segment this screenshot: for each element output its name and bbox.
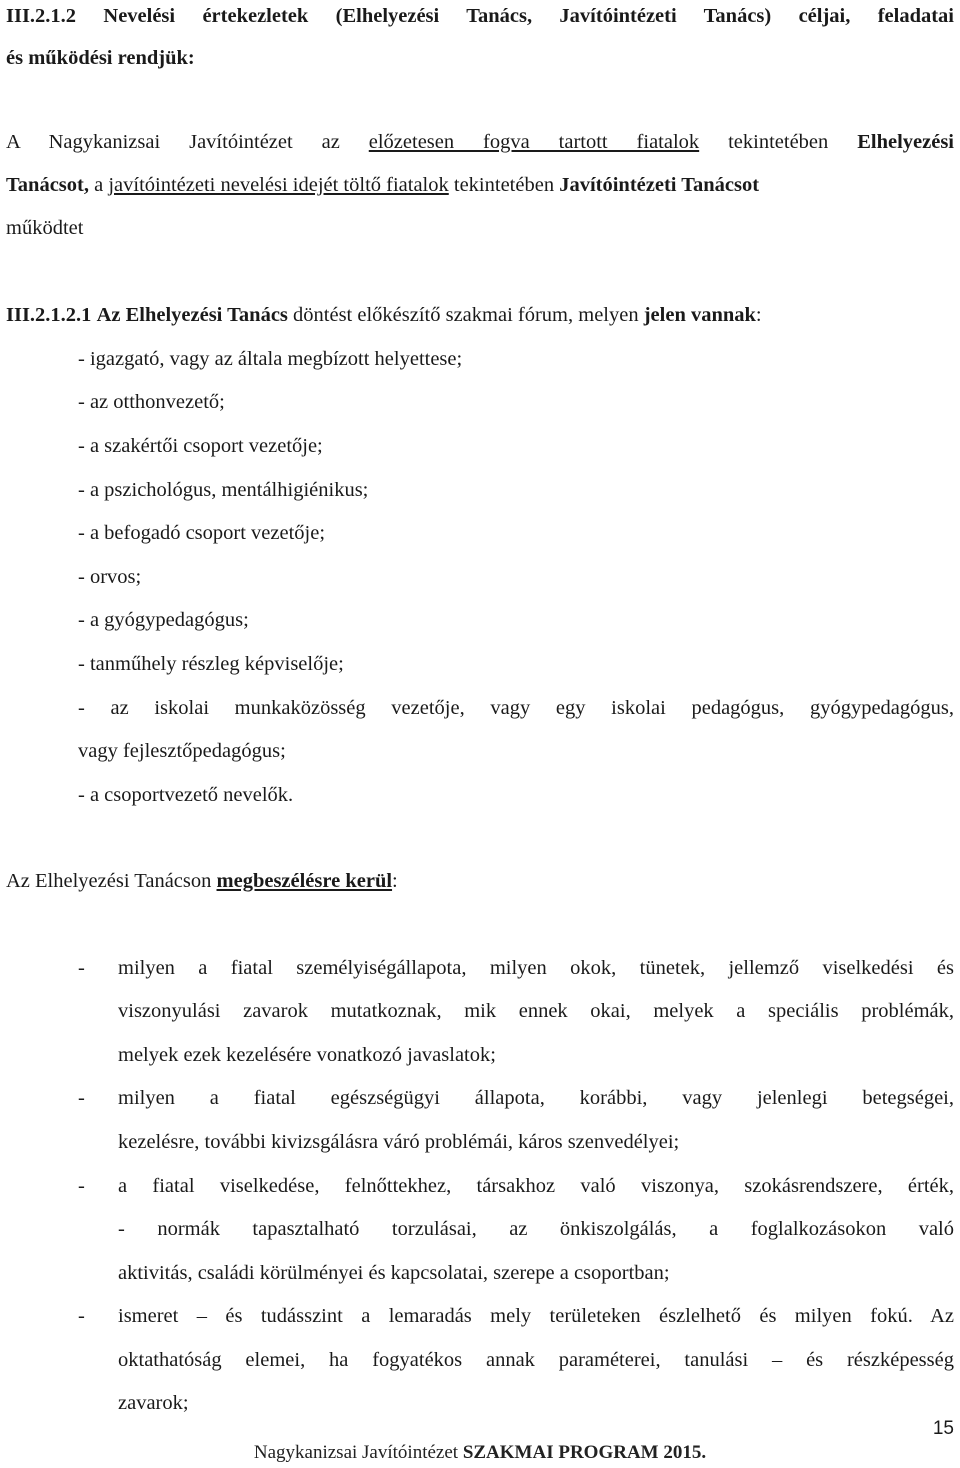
list-item: - a szakértői csoport vezetője; <box>78 435 323 457</box>
intro-text: tekintetében <box>448 174 560 196</box>
topic-line: a fiatal viselkedése, felnőttekhez, társakhoz való viszonya, szokásrendszere, érték, <box>118 1175 954 1197</box>
subsection-text: döntést előkészítő szakmai fórum, melyen <box>287 304 644 326</box>
section-heading-line-2: és működési rendjük: <box>6 47 195 69</box>
list-item: - a csoportvezető nevelők. <box>78 784 294 806</box>
list-item: - igazgató, vagy az általa megbízott helyettese; <box>78 348 463 370</box>
discussion-line <box>6 868 398 894</box>
list-item: - az iskolai munkaközösség vezetője, vagy egy iskolai pedagógus, gyógypedagógus, <box>78 697 954 719</box>
topic-line: milyen a fiatal személyiségállapota, milyen okok, tünetek, jellemző viselkedési és <box>118 957 954 979</box>
topic-line: viszonyulási zavarok mutatkoznak, mik ennek okai, melyek a speciális problémák, <box>118 1000 954 1022</box>
subsection-title: Az Elhelyezési Tanács <box>96 304 288 326</box>
list-item: - az otthonvezető; <box>78 391 225 413</box>
topic-line: milyen a fiatal egészségügyi állapota, korábbi, vagy jelenlegi betegségei, <box>118 1087 954 1109</box>
footer-text: Nagykanizsai Javítóintézet <box>253 1442 463 1463</box>
intro-line-2 <box>6 172 759 198</box>
footer-program: SZAKMAI PROGRAM 2015. <box>462 1442 707 1463</box>
list-item: - tanműhely részleg képviselője; <box>78 653 344 675</box>
intro-line-3: működtet <box>6 217 84 239</box>
list-item: - orvos; <box>78 566 142 588</box>
bold-term: jelen vannak <box>643 304 756 326</box>
page-number: 15 <box>932 1418 954 1439</box>
intro-text: tekintetében <box>699 131 858 153</box>
subsection-line <box>6 302 762 328</box>
bold-term: Tanácsot, <box>6 174 89 196</box>
list-item: - a pszichológus, mentálhigiénikus; <box>78 479 369 501</box>
subsection-colon: : <box>755 304 762 326</box>
list-item-continuation: vagy fejlesztőpedagógus; <box>78 740 286 762</box>
bullet-dash: - <box>78 1305 85 1327</box>
bullet-dash: - <box>78 1175 85 1197</box>
topic-line: aktivitás, családi körülményei és kapcsolatai, szerepe a csoportban; <box>118 1262 670 1284</box>
topic-line: kezelésre, további kivizsgálásra váró problémái, káros szenvedélyei; <box>118 1131 680 1153</box>
subsection-number: III.2.1.2.1 <box>6 304 92 326</box>
bullet-dash: - <box>78 957 85 979</box>
list-item: - a gyógypedagógus; <box>78 609 249 631</box>
section-heading-line-1: III.2.1.2 Nevelési értekezletek (Elhelyezési Tanács, Javítóintézeti Tanács) céljai, feladatai <box>6 5 954 27</box>
topic-line: oktathatóság elemei, ha fogyatékos annak paraméterei, tanulási – és részképesség <box>118 1349 954 1371</box>
discussion-text: Az Elhelyezési Tanácson <box>6 870 217 892</box>
discussion-colon: : <box>392 870 398 892</box>
topic-line: ismeret – és tudásszint a lemaradás mely területeken észlelhető és milyen fokú. Az <box>118 1305 954 1327</box>
intro-line-1 <box>6 129 954 155</box>
bold-term: megbeszélésre kerül <box>216 870 393 892</box>
topic-line: melyek ezek kezelésére vonatkozó javaslatok; <box>118 1044 496 1066</box>
bold-term: Elhelyezési <box>857 131 955 153</box>
underlined-phrase: előzetesen fogva tartott fiatalok <box>368 131 700 153</box>
bullet-dash: - <box>78 1087 85 1109</box>
underlined-phrase: javítóintézeti nevelési idejét töltő fiatalok <box>108 174 449 196</box>
bold-term: Javítóintézeti Tanácsot <box>559 174 760 196</box>
list-item: - a befogadó csoport vezetője; <box>78 522 326 544</box>
page-footer <box>0 1442 960 1464</box>
topic-line: zavarok; <box>118 1392 189 1414</box>
intro-text: A Nagykanizsai Javítóintézet az <box>6 131 369 153</box>
topic-line: - normák tapasztalható torzulásai, az önkiszolgálás, a foglalkozásokon való <box>118 1218 954 1240</box>
intro-text: a <box>88 174 109 196</box>
